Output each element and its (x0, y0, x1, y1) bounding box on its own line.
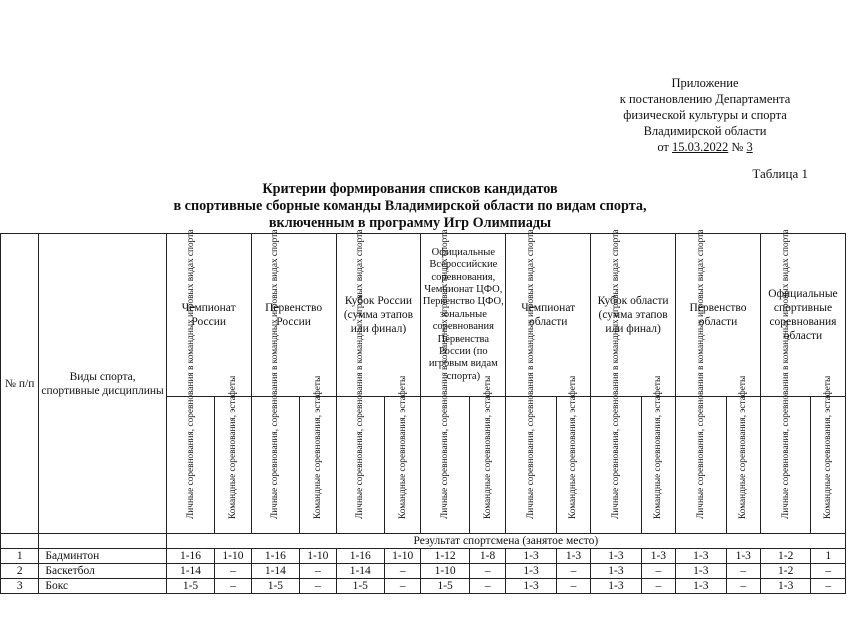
appendix-line-3: физической культуры и спорта (623, 108, 787, 122)
result-cell: – (641, 564, 675, 579)
result-cell: 1-2 (760, 549, 811, 564)
result-cell: 1-10 (215, 549, 251, 564)
criteria-table (0, 228, 846, 594)
result-cell: – (215, 564, 251, 579)
subheader-team (556, 375, 590, 534)
header-sport: Виды спорта, спортивные дисциплины (39, 234, 166, 534)
header-competition: Кубок области (сумма этапов или финал) (591, 234, 676, 397)
table-row (1, 549, 846, 564)
table-row (1, 579, 846, 594)
header-competition: Первенство области (676, 234, 761, 397)
result-cell: 1-2 (760, 564, 811, 579)
row-number: 1 (1, 549, 39, 564)
result-cell: 1-16 (166, 549, 215, 564)
decree-date: 15.03.2022 (672, 140, 729, 154)
result-cell: 1-10 (421, 564, 470, 579)
result-cell: 1-3 (506, 579, 557, 594)
result-spacer (39, 534, 166, 549)
result-cell: 1-3 (676, 579, 727, 594)
subheader-text: Личные соревнования, соревнования в командных игровых видах спорта (610, 228, 621, 519)
sport-name: Баскетбол (39, 564, 166, 579)
subheader-team (641, 375, 675, 534)
subheader-team (215, 375, 251, 534)
result-cell: 1-3 (676, 564, 727, 579)
result-cell: 1-3 (726, 549, 760, 564)
result-cell: 1-5 (166, 579, 215, 594)
result-cell: 1-14 (251, 564, 300, 579)
result-cell: 1-3 (591, 564, 642, 579)
result-cell: 1-3 (676, 549, 727, 564)
result-cell: 1-3 (556, 549, 590, 564)
result-cell: 1-3 (506, 549, 557, 564)
sport-name: Бокс (39, 579, 166, 594)
subheader-text: Командные соревнования, эстафеты (653, 375, 664, 519)
appendix-date-line (560, 139, 850, 155)
subheader-text: Личные соревнования, соревнования в командных игровых видах спорта (525, 228, 536, 519)
result-cell: – (215, 579, 251, 594)
result-row (1, 534, 846, 549)
subheader-text: Командные соревнования, эстафеты (738, 375, 749, 519)
subheader-text: Командные соревнования, эстафеты (227, 375, 238, 519)
header-competition: Первенство России (251, 234, 336, 397)
result-cell: – (811, 579, 846, 594)
subheader-team (469, 375, 505, 534)
subheader-text: Личные соревнования, соревнования в командных игровых видах спорта (355, 228, 366, 519)
appendix-block (560, 75, 850, 155)
header-competition: Официальные спортивные соревнования области (760, 234, 845, 397)
result-caption: Результат спортсмена (занятое место) (166, 534, 845, 549)
result-cell: – (469, 564, 505, 579)
subheader-text: Командные соревнования, эстафеты (312, 375, 323, 519)
result-cell: 1-3 (760, 579, 811, 594)
subheader-text: Личные соревнования, соревнования в командных игровых видах спорта (780, 228, 791, 519)
subheader-team (385, 375, 421, 534)
table-label: Таблица 1 (752, 166, 808, 181)
subheader-text: Командные соревнования, эстафеты (568, 375, 579, 519)
result-cell: 1-3 (591, 579, 642, 594)
subheader-text: Командные соревнования, эстафеты (397, 375, 408, 519)
result-cell: 1-10 (385, 549, 421, 564)
subheader-text: Личные соревнования, соревнования в командных игровых видах спорта (185, 228, 196, 519)
table-body (1, 549, 846, 594)
header-nopp: № п/п (1, 234, 39, 534)
date-prefix: от (657, 140, 669, 154)
decree-number: 3 (746, 140, 753, 154)
subheader-team (811, 375, 846, 534)
subheader-text: Личные соревнования, соревнования в командных игровых видах спорта (439, 228, 450, 519)
header-competition: Кубок России (сумма этапов или финал) (336, 234, 421, 397)
result-cell: 1-5 (421, 579, 470, 594)
title-line-1: Критерии формирования списков кандидатов (262, 181, 558, 197)
result-cell: – (385, 579, 421, 594)
result-cell: – (556, 564, 590, 579)
table-row (1, 564, 846, 579)
result-cell: 1-8 (469, 549, 505, 564)
result-cell: 1-16 (336, 549, 385, 564)
result-cell: 1-16 (251, 549, 300, 564)
result-cell: 1-12 (421, 549, 470, 564)
subheader-text: Личные соревнования, соревнования в командных игровых видах спорта (695, 228, 706, 519)
header-competition: Чемпионат области (506, 234, 591, 397)
result-spacer (1, 534, 39, 549)
number-sign: № (731, 140, 744, 154)
header-row-competitions (1, 234, 846, 397)
subheader-text: Командные соревнования, эстафеты (482, 375, 493, 519)
result-cell: – (385, 564, 421, 579)
result-cell: 1-3 (506, 564, 557, 579)
title-line-3: включенным в программу Игр Олимпиады (268, 215, 552, 231)
result-cell: 1-5 (251, 579, 300, 594)
result-cell: – (726, 564, 760, 579)
appendix-line-1: Приложение (671, 76, 739, 90)
result-cell: 1-14 (166, 564, 215, 579)
result-cell: – (811, 564, 846, 579)
row-number: 2 (1, 564, 39, 579)
header-competition: Официальные Всероссийские соревнования, Чемпионат ЦФО, Первенство ЦФО, зональные соревнования Первенства России (по игровым видам спорта) (421, 234, 506, 397)
document-title (80, 181, 740, 232)
result-cell: – (726, 579, 760, 594)
result-cell: – (469, 579, 505, 594)
appendix-line-2: к постановлению Департамента (619, 92, 791, 106)
appendix-line-4: Владимирской области (643, 124, 767, 138)
row-number: 3 (1, 579, 39, 594)
result-cell: – (641, 579, 675, 594)
subheader-text: Личные соревнования, соревнования в командных игровых видах спорта (270, 228, 281, 519)
subheader-text: Командные соревнования, эстафеты (822, 375, 833, 519)
header-competition: Чемпионат России (166, 234, 251, 397)
result-cell: 1-3 (591, 549, 642, 564)
result-cell: 1-5 (336, 579, 385, 594)
result-cell: 1-3 (641, 549, 675, 564)
result-cell: 1 (811, 549, 846, 564)
sport-name: Бадминтон (39, 549, 166, 564)
subheader-team (726, 375, 760, 534)
title-line-2: в спортивные сборные команды Владимирской области по видам спорта, (173, 198, 647, 214)
result-cell: – (556, 579, 590, 594)
result-cell: – (300, 564, 336, 579)
result-cell: 1-10 (300, 549, 336, 564)
subheader-team (300, 375, 336, 534)
result-cell: 1-14 (336, 564, 385, 579)
result-cell: – (300, 579, 336, 594)
